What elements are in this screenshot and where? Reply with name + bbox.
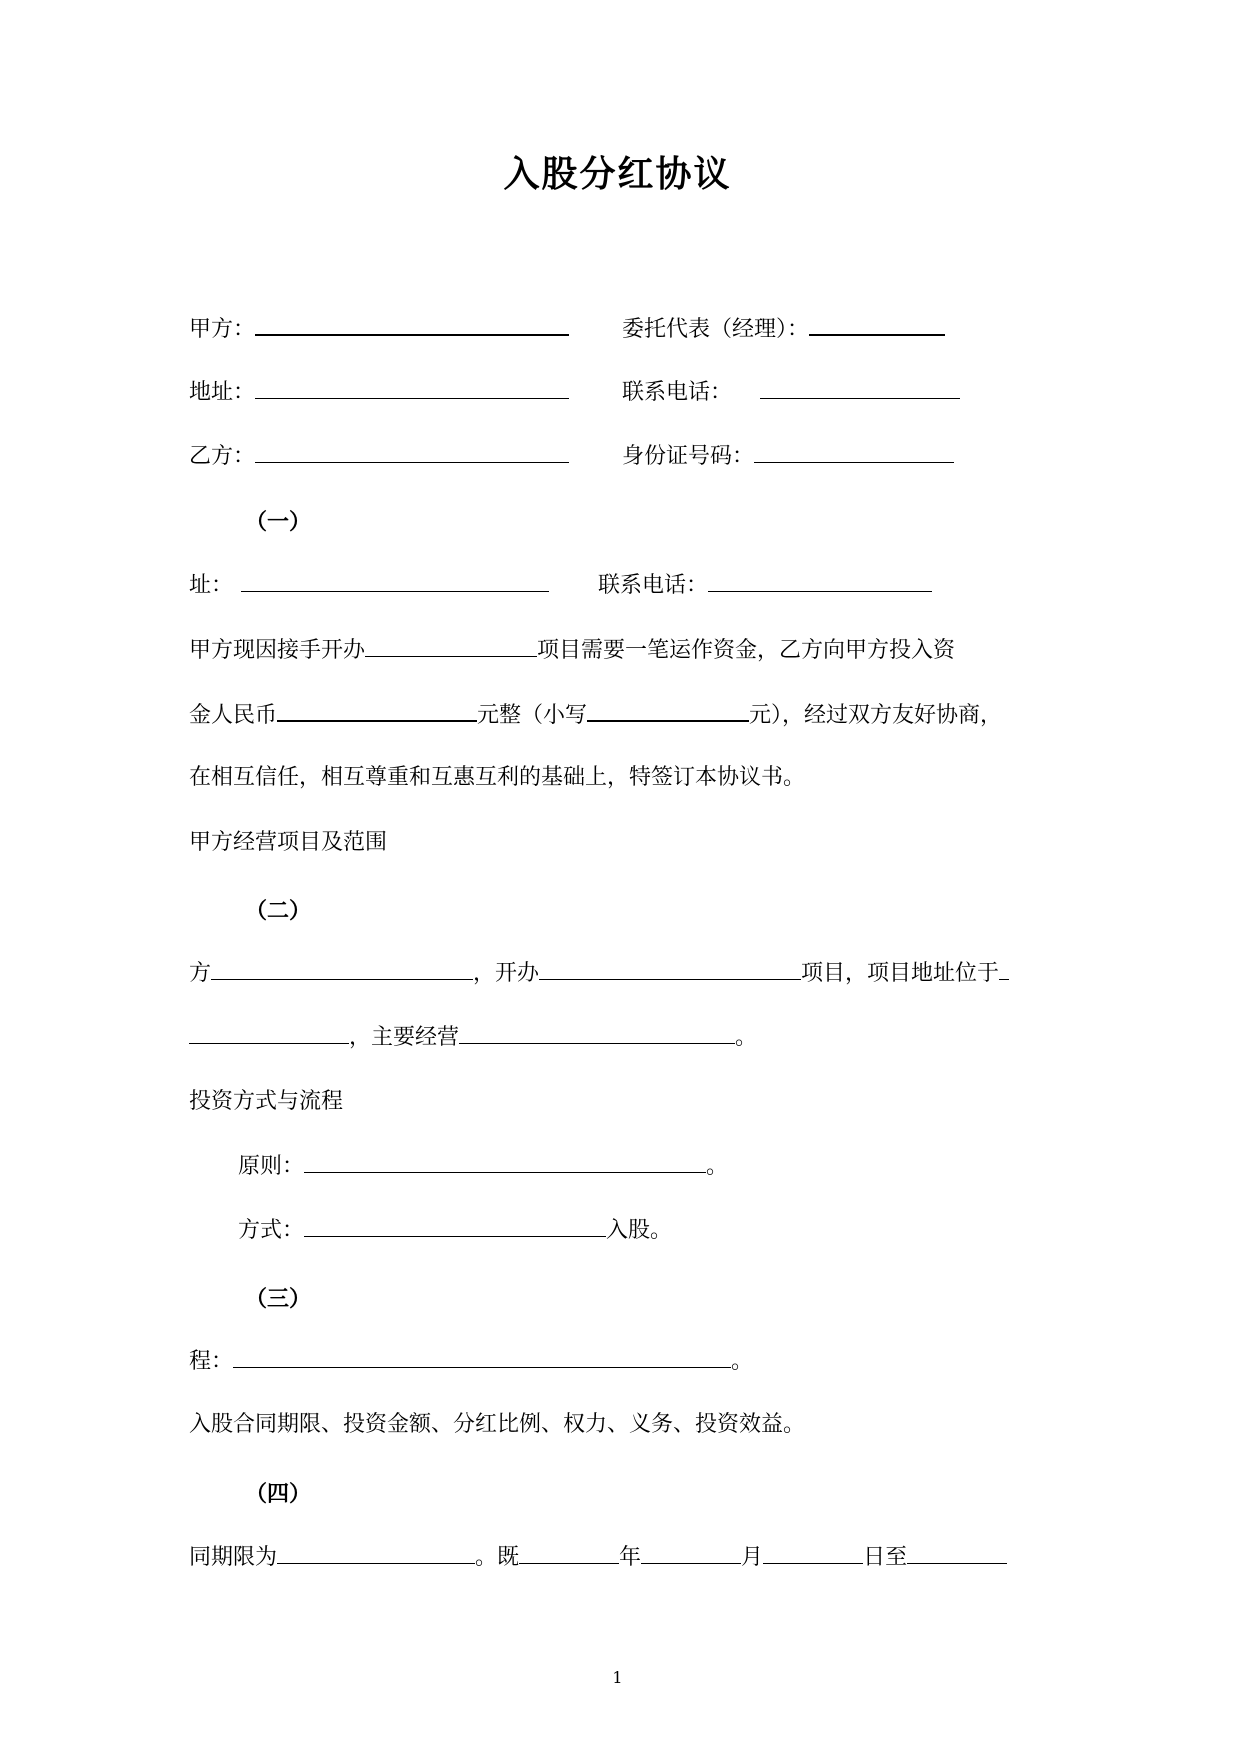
- s2-l1-text-c: 项目，项目地址位于: [801, 961, 1000, 986]
- document-title: 入股分红协议: [503, 154, 732, 195]
- s1-p1-text-a: 甲方现因接手开办: [189, 638, 366, 663]
- s3-line-1: [189, 1345, 753, 1378]
- s1-address-blank: [241, 569, 549, 592]
- s1-p2-text-c: 元），经过双方友好协商，: [749, 703, 1003, 728]
- s2-principle-label: 原则：: [238, 1154, 305, 1179]
- s2-l1-text-b: ，开办: [473, 961, 540, 986]
- s2-party-blank: [211, 957, 473, 980]
- s2-principle-line: [238, 1150, 728, 1183]
- s2-method-label: 方式：: [238, 1218, 305, 1243]
- representative-blank: [809, 312, 945, 336]
- s2-line-1: [189, 957, 1009, 990]
- s2-business-blank: [459, 1021, 735, 1044]
- s4-text-a: 同期限为: [189, 1545, 278, 1570]
- section-2-heading: （二）: [245, 899, 312, 924]
- s3-process-blank: [233, 1345, 731, 1368]
- address-label: 地址：: [189, 380, 256, 405]
- s2-l2-text-a: ，主要经营: [349, 1025, 460, 1050]
- s2-project-blank: [539, 957, 801, 980]
- s1-p2-text-b: 元整（小写: [477, 703, 588, 728]
- page-number: 1: [612, 1668, 623, 1687]
- s4-year-blank: [519, 1541, 619, 1564]
- s1-p1-text-b: 项目需要一笔运作资金，乙方向甲方投入资: [537, 638, 956, 663]
- id-number-blank: [754, 440, 954, 463]
- s1-address-line: [189, 569, 549, 602]
- s2-method-blank: [304, 1214, 606, 1237]
- s4-day-blank: [763, 1541, 863, 1564]
- phone-line: [622, 376, 960, 409]
- id-number-line: [622, 440, 954, 473]
- s1-paragraph-line-1: [189, 634, 955, 667]
- party-b-line: [189, 440, 569, 473]
- s1-paragraph-line-3: 在相互信任，相互尊重和互惠互利的基础上，特签订本协议书。: [189, 765, 806, 790]
- s2-l1-text-a: 方: [189, 961, 212, 986]
- s2-line-2: [189, 1021, 757, 1054]
- s2-method-line: [238, 1214, 672, 1247]
- s1-phone-blank: [708, 569, 932, 592]
- s3-line-2: 入股合同期限、投资金额、分红比例、权力、义务、投资效益。: [189, 1412, 806, 1437]
- s2-principle-end: 。: [706, 1154, 729, 1179]
- s4-text-d: 月: [741, 1545, 764, 1570]
- s1-amount-small-blank: [587, 698, 749, 722]
- address-blank: [255, 376, 569, 399]
- s3-l1-end: 。: [731, 1349, 754, 1374]
- s1-p2-text-a: 金人民币: [189, 703, 278, 728]
- s1-paragraph-line-4: 甲方经营项目及范围: [189, 830, 388, 855]
- s4-term-blank: [277, 1541, 475, 1564]
- s3-l1-label: 程：: [189, 1349, 234, 1374]
- s2-location-blank: [189, 1021, 349, 1044]
- representative-line: [622, 312, 945, 346]
- id-number-label: 身份证号码：: [622, 444, 755, 469]
- section-3-heading: （三）: [245, 1287, 312, 1312]
- s1-phone-label: 联系电话：: [598, 573, 709, 598]
- s4-month-blank: [641, 1541, 741, 1564]
- s2-location-blank-start: [999, 957, 1009, 980]
- party-a-label: 甲方：: [189, 317, 256, 342]
- s1-amount-blank: [277, 698, 477, 722]
- party-b-label: 乙方：: [189, 444, 256, 469]
- s2-method-title: 投资方式与流程: [189, 1089, 344, 1114]
- s2-principle-blank: [304, 1150, 706, 1173]
- s4-line-1: [189, 1541, 1007, 1574]
- s1-address-label: 址：: [189, 573, 234, 598]
- s1-paragraph-line-2: [189, 698, 1002, 732]
- address-line: [189, 376, 569, 409]
- party-a-line: [189, 312, 569, 346]
- s2-l2-text-b: 。: [735, 1025, 758, 1050]
- phone-blank: [760, 376, 960, 399]
- representative-label: 委托代表（经理）：: [622, 317, 810, 342]
- s4-text-e: 日至: [863, 1545, 908, 1570]
- section-1-heading: （一）: [245, 510, 312, 535]
- s1-project-blank: [365, 634, 537, 657]
- s1-phone-line: [598, 569, 932, 602]
- section-4-heading: （四）: [245, 1482, 312, 1507]
- party-a-blank: [255, 312, 569, 336]
- phone-label: 联系电话：: [622, 380, 733, 405]
- s4-end-blank: [907, 1541, 1007, 1564]
- party-b-blank: [255, 440, 569, 463]
- s4-text-c: 年: [619, 1545, 642, 1570]
- s4-text-b: 。既: [475, 1545, 520, 1570]
- s2-method-end: 入股。: [606, 1218, 673, 1243]
